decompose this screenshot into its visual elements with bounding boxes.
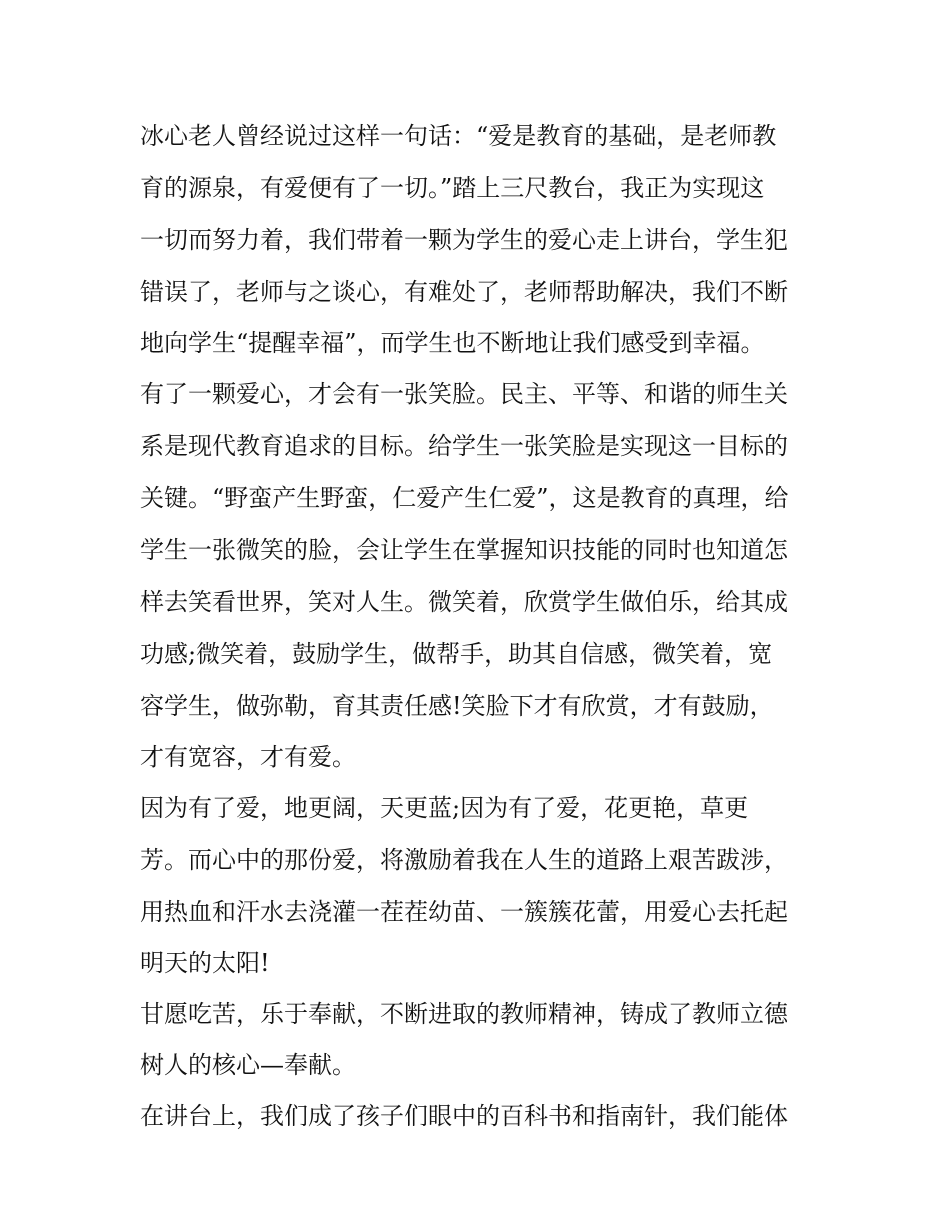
text-line: 有了一颗爱心，才会有一张笑脸。民主、平等、和谐的师生关	[140, 380, 788, 408]
text-line: 在讲台上，我们成了孩子们眼中的百科书和指南针，我们能体	[140, 1102, 788, 1130]
text-line: 地向学生“提醒幸福”，而学生也不断地让我们感受到幸福。	[140, 329, 765, 357]
text-line: 学生一张微笑的脸，会让学生在掌握知识技能的同时也知道怎	[140, 536, 788, 564]
text-line: 关键。“野蛮产生野蛮，仁爱产生仁爱”，这是教育的真理，给	[140, 484, 789, 512]
text-line: 错误了，老师与之谈心，有难处了，老师帮助解决，我们不断	[140, 278, 788, 306]
text-line: 容学生，做弥勒，育其责任感!笑脸下才有欣赏，才有鼓励，	[140, 692, 774, 720]
text-line: 芳。而心中的那份爱，将激励着我在人生的道路上艰苦跋涉，	[140, 846, 788, 874]
text-line: 一切而努力着，我们带着一颗为学生的爱心走上讲台，学生犯	[140, 226, 788, 254]
text-line: 甘愿吃苦，乐于奉献，不断进取的教师精神，铸成了教师立德	[140, 1000, 788, 1028]
text-line: 样去笑看世界，笑对人生。微笑着，欣赏学生做伯乐，给其成	[140, 588, 788, 616]
text-line: 因为有了爱，地更阔，天更蓝;因为有了爱，花更艳，草更	[140, 794, 749, 822]
text-line: 明天的太阳!	[140, 949, 270, 977]
text-line: 用热血和汗水去浇灌一茬茬幼苗、一簇簇花蕾，用爱心去托起	[140, 898, 788, 926]
text-line: 育的源泉，有爱便有了一切。”踏上三尺教台，我正为实现这	[140, 174, 765, 202]
text-line: 系是现代教育追求的目标。给学生一张笑脸是实现这一目标的	[140, 432, 788, 460]
text-line: 冰心老人曾经说过这样一句话：“爱是教育的基础，是老师教	[140, 122, 777, 150]
text-line: 功感;微笑着，鼓励学生，做帮手，助其自信感，微笑着，宽	[140, 640, 773, 668]
document-body	[140, 110, 820, 1142]
text-line: 树人的核心—奉献。	[140, 1051, 356, 1079]
text-line: 才有宽容，才有爱。	[140, 743, 356, 771]
